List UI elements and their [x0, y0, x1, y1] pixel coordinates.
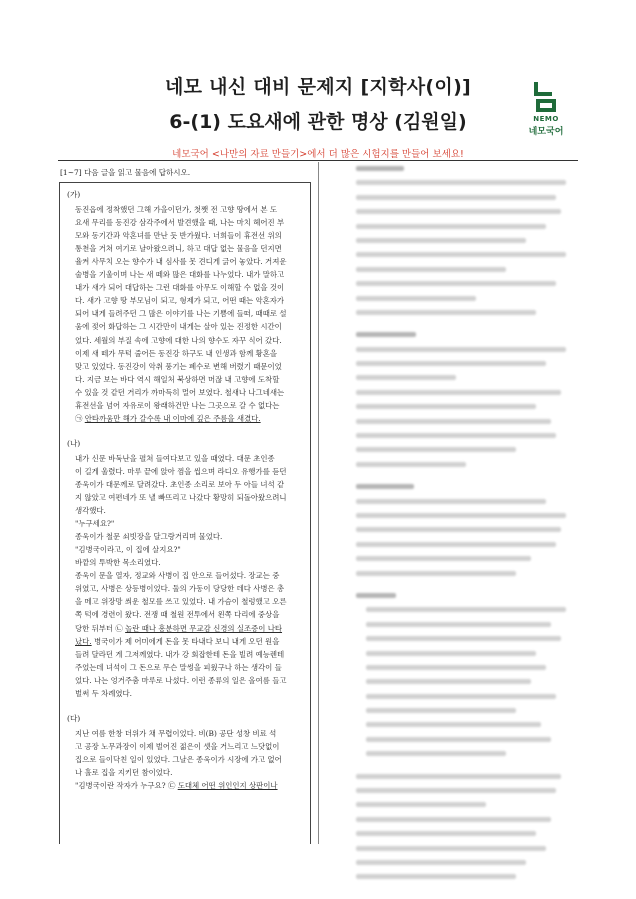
- text-line: 내가 신문 바둑난을 펼쳐 들여다보고 있을 때였다. 대문 초인종: [75, 453, 275, 463]
- text-line: 벌써 두 차례였다.: [75, 688, 133, 698]
- text-line: 휴전선을 넘어 자유로이 왕래하건만 나는 그곳으로 갈 수 없다는: [75, 400, 280, 410]
- text-line: [67, 779, 303, 792]
- section-label: (나): [67, 438, 81, 448]
- nemo-logo: [524, 82, 568, 137]
- text-line: 종욱이 문을 열자, 정교와 사병이 집 안으로 들어섰다. 장교는 중: [75, 571, 280, 581]
- section-ga: [67, 188, 303, 425]
- text-line: 지난 여름 한창 더위가 채 무렵이었다. 비(B) 공단 성창 비료 석: [75, 728, 277, 738]
- text-line: 들려 달라던 게 그저께였다. 내가 강 회잡한테 돈을 빌려 예능렌테: [75, 649, 285, 659]
- text-line: 었다. 세월의 부질 속에 고향에 대한 나의 향수도 자꾸 식어 갔다.: [75, 335, 282, 345]
- text-line: 율켜 사무치 오는 향수가 내 심사를 못 견디게 긁어 놓았다. 거져운: [75, 257, 287, 267]
- dialogue-line: 종욱이가 철문 쇠빗장을 달그랑거리며 물었다.: [75, 532, 223, 542]
- text-line: 쪽 턱에 경련이 왔다. 전쟁 때 철원 전투에서 왼쪽 다리에 중상을: [75, 610, 280, 620]
- paragraph: [67, 203, 303, 425]
- text-line: [67, 412, 303, 425]
- text-fragment: "김병국이란 작자가 누구요? ㉢: [75, 781, 178, 791]
- promo-text: 네모국어 <나만의 자료 만들기>에서 더 많은 시험지를 만들어 보세요!: [172, 149, 464, 160]
- text-line: 모와 동기간과 악혼녀를 만난 듯 반가웠다. 너희들이 휴전선 위의: [75, 231, 282, 241]
- text-line: 주었는데 녀석이 그 돈으로 무슨 말썽을 피웠구나 하는 생각이 들: [75, 662, 282, 672]
- text-line: 다. 새가 고향 땅 부모님이 되고, 형제가 되고, 어떤 때는 악혼자가: [75, 296, 285, 306]
- text-line: 다. 지금 보는 바다 역시 해일처 북상하면 머잖 내 고향에 도착할: [75, 374, 280, 384]
- underlined-phrase: 도대체 어떤 위인인지 상판이나: [177, 781, 278, 791]
- text-line: 술병을 기울이며 나는 새 떼와 많은 대화를 나누었다. 내가 말하고: [75, 270, 285, 280]
- text-fragment: 당한 뒤부터 ㉡: [75, 623, 126, 633]
- text-line: 요새 무리를 동진강 삼각주에서 발견했을 때, 나는 마치 헤어진 부: [75, 218, 285, 228]
- instruction-text: [1~7] 다음 글을 읽고 물음에 답하시오.: [60, 168, 191, 177]
- blurred-questions-column: [356, 166, 578, 889]
- text-line: 수 있을 것 같던 거리가 까마득히 멀어 보였다. 철새나 나그네새는: [75, 387, 285, 397]
- text-line: 지 않았고 여편네가 또 낼 빠뜨리고 나갔다 황망히 되돌아왔으려니: [75, 493, 287, 503]
- text-line: 움에 젖어 화답하는 그 시간만이 내게는 살아 있는 진정한 시간이: [75, 322, 282, 332]
- text-line: 이제 새 떼가 무턱 줄어든 동진강 하구도 내 인생과 함께 황혼을: [75, 348, 277, 358]
- passage-box: [59, 182, 311, 844]
- marker: ㉠: [75, 413, 85, 423]
- section-label: (다): [67, 713, 81, 723]
- text-line: 생각했다.: [75, 506, 106, 516]
- column-divider: [318, 162, 319, 844]
- text-line: 되어 내게 들려주던 그 많은 이야기를 나는 기쁨에 들떠, 때때로 설: [75, 309, 287, 319]
- text-line: 동진읍에 정착했던 그해 가을이던가, 첫쨋 전 고향 땅에서 본 도: [75, 205, 277, 215]
- nemo-logo-icon: [531, 82, 561, 112]
- text-fragment: 병국이가 제 어미에게 돈을 못 타내다 보니 내게 오던 원을: [91, 636, 280, 646]
- text-line: 이 길게 울렸다. 마루 끝에 앉아 껌을 씹으며 라디오 유행가를 듣던: [75, 466, 287, 476]
- text-line: 나 홀로 집을 지키던 참이었다.: [75, 767, 173, 777]
- text-line: 을 메고 위장망 씌운 철모를 쓰고 있었다. 내 가슴이 철렁했고 오른: [75, 597, 287, 607]
- section-na: [67, 437, 303, 700]
- text-line: 통천을 거쳐 여기로 날아왔으려니, 하고 대답 없는 물음을 던지면: [75, 244, 282, 254]
- page-subtitle-title: 6-(1) 도요새에 관한 명상 (김원일): [169, 111, 467, 133]
- dialogue-line: 바깥의 투박한 목소리였다.: [75, 558, 161, 568]
- logo-name-en: NEMO: [533, 115, 559, 123]
- header-divider: [58, 160, 578, 161]
- dialogue-line: "누구세요?": [75, 519, 115, 529]
- logo-name-ko: 네모국어: [528, 127, 564, 137]
- underlined-phrase: 놀란 때나 흥분하면 무교감 신경의 실조증이 나타: [125, 623, 283, 633]
- section-label: (가): [67, 190, 81, 199]
- underlined-phrase: 났다.: [75, 636, 92, 646]
- dialogue-line: "김병국이라고, 이 집에 살지요?": [75, 545, 181, 555]
- text-line: 맞고 있었다. 동진강이 악취 풍기는 폐수로 변해 버렸기 때문이었: [75, 361, 282, 371]
- text-line: 종욱이가 대문께로 달려갔다. 초인종 소리로 보아 두 아들 녀석 같: [75, 479, 285, 489]
- text-line: 었다. 나는 엉거주춤 마루로 나섰다. 이런 종류의 일은 올여름 들고: [75, 675, 287, 685]
- text-line: [67, 622, 303, 635]
- text-line: 내가 새가 되어 대답하는 그런 대화를 아무도 이해할 수 없을 것이: [75, 283, 285, 293]
- page-title: 네모 내신 대비 문제지 [지학사(이)]: [164, 76, 472, 98]
- underlined-phrase: 안타까움만 해가 갈수록 내 이마에 깊은 주름을 새겼다.: [84, 413, 261, 423]
- section-da: [67, 712, 303, 792]
- paragraph: [67, 452, 303, 700]
- text-line: 고 공장 노무과장이 이제 벌어진 젊은이 셋을 거느리고 느닷없이: [75, 741, 280, 751]
- text-line: [67, 635, 303, 648]
- paragraph: [67, 727, 303, 792]
- text-line: 집으로 들이닥친 일이 있었다. 그날은 종욱이가 시장에 가고 없어: [75, 754, 282, 764]
- text-line: 위였고, 사병은 상등병이었다. 둘의 가동이 당당한 데다 사병은 총: [75, 584, 285, 594]
